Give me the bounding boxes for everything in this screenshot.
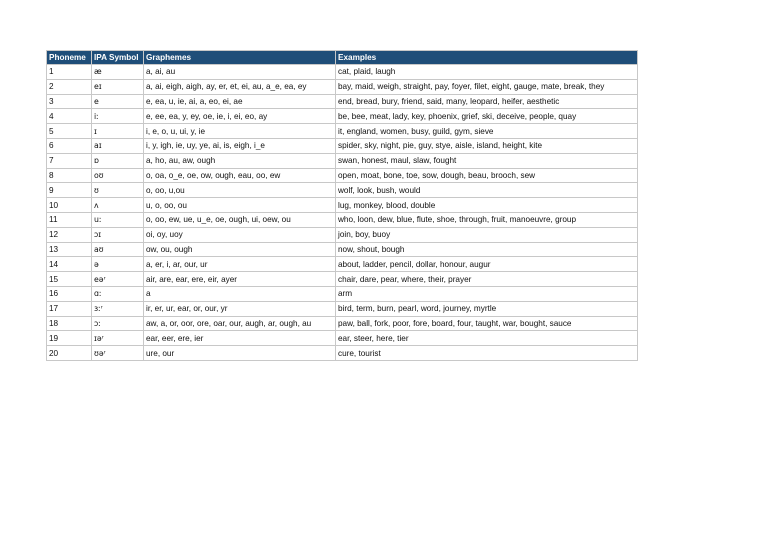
cell-graphemes[interactable]: e, ee, ea, y, ey, oe, ie, i, ei, eo, ay — [144, 109, 336, 124]
cell-ipa-symbol[interactable]: ʊ — [92, 183, 144, 198]
cell-graphemes[interactable]: oi, oy, uoy — [144, 227, 336, 242]
cell-phoneme[interactable]: 12 — [47, 227, 92, 242]
cell-phoneme[interactable]: 8 — [47, 168, 92, 183]
cell-examples[interactable]: who, loon, dew, blue, flute, shoe, through, fruit, manoeuvre, group — [336, 212, 638, 227]
table-row — [47, 65, 638, 80]
cell-ipa-symbol[interactable]: aɪ — [92, 138, 144, 153]
table-row — [47, 124, 638, 139]
cell-phoneme[interactable]: 16 — [47, 286, 92, 301]
table-row — [47, 331, 638, 346]
cell-phoneme[interactable]: 13 — [47, 242, 92, 257]
cell-examples[interactable]: open, moat, bone, toe, sow, dough, beau, brooch, sew — [336, 168, 638, 183]
header-examples[interactable]: Examples — [336, 51, 638, 65]
table-row — [47, 138, 638, 153]
cell-examples[interactable]: ear, steer, here, tier — [336, 331, 638, 346]
cell-graphemes[interactable]: o, oo, u,ou — [144, 183, 336, 198]
phoneme-table — [46, 50, 638, 361]
cell-ipa-symbol[interactable]: oʊ — [92, 168, 144, 183]
table-row — [47, 94, 638, 109]
cell-phoneme[interactable]: 1 — [47, 65, 92, 80]
cell-graphemes[interactable]: i, e, o, u, ui, y, ie — [144, 124, 336, 139]
cell-examples[interactable]: about, ladder, pencil, dollar, honour, augur — [336, 257, 638, 272]
cell-ipa-symbol[interactable]: eɪ — [92, 79, 144, 94]
cell-graphemes[interactable]: ow, ou, ough — [144, 242, 336, 257]
cell-graphemes[interactable]: e, ea, u, ie, ai, a, eo, ei, ae — [144, 94, 336, 109]
cell-graphemes[interactable]: ure, our — [144, 346, 336, 361]
cell-examples[interactable]: now, shout, bough — [336, 242, 638, 257]
cell-phoneme[interactable]: 9 — [47, 183, 92, 198]
cell-phoneme[interactable]: 3 — [47, 94, 92, 109]
cell-phoneme[interactable]: 5 — [47, 124, 92, 139]
cell-examples[interactable]: chair, dare, pear, where, their, prayer — [336, 272, 638, 287]
table-row — [47, 257, 638, 272]
cell-ipa-symbol[interactable]: ɒ — [92, 153, 144, 168]
cell-graphemes[interactable]: u, o, oo, ou — [144, 198, 336, 213]
cell-examples[interactable]: spider, sky, night, pie, guy, stye, aisle, island, height, kite — [336, 138, 638, 153]
cell-examples[interactable]: paw, ball, fork, poor, fore, board, four, taught, war, bought, sauce — [336, 316, 638, 331]
cell-examples[interactable]: swan, honest, maul, slaw, fought — [336, 153, 638, 168]
cell-graphemes[interactable]: o, oo, ew, ue, u_e, oe, ough, ui, oew, ou — [144, 212, 336, 227]
cell-examples[interactable]: arm — [336, 286, 638, 301]
cell-ipa-symbol[interactable]: aʊ — [92, 242, 144, 257]
cell-phoneme[interactable]: 20 — [47, 346, 92, 361]
table-row — [47, 316, 638, 331]
cell-phoneme[interactable]: 10 — [47, 198, 92, 213]
table-row — [47, 198, 638, 213]
cell-phoneme[interactable]: 17 — [47, 301, 92, 316]
table-row — [47, 183, 638, 198]
cell-graphemes[interactable]: aw, a, or, oor, ore, oar, our, augh, ar, ough, au — [144, 316, 336, 331]
cell-ipa-symbol[interactable]: ɔː — [92, 316, 144, 331]
cell-ipa-symbol[interactable]: eəʳ — [92, 272, 144, 287]
cell-examples[interactable]: be, bee, meat, lady, key, phoenix, grief, ski, deceive, people, quay — [336, 109, 638, 124]
cell-phoneme[interactable]: 14 — [47, 257, 92, 272]
cell-ipa-symbol[interactable]: ɔɪ — [92, 227, 144, 242]
table-row — [47, 242, 638, 257]
cell-ipa-symbol[interactable]: iː — [92, 109, 144, 124]
table-row — [47, 109, 638, 124]
phoneme-table-sheet — [46, 50, 638, 361]
cell-ipa-symbol[interactable]: e — [92, 94, 144, 109]
table-row — [47, 227, 638, 242]
table-row — [47, 286, 638, 301]
cell-ipa-symbol[interactable]: uː — [92, 212, 144, 227]
cell-graphemes[interactable]: ear, eer, ere, ier — [144, 331, 336, 346]
header-ipa-symbol[interactable]: IPA Symbol — [92, 51, 144, 65]
cell-phoneme[interactable]: 11 — [47, 212, 92, 227]
cell-ipa-symbol[interactable]: ʌ — [92, 198, 144, 213]
cell-graphemes[interactable]: a, ho, au, aw, ough — [144, 153, 336, 168]
cell-phoneme[interactable]: 2 — [47, 79, 92, 94]
cell-examples[interactable]: cat, plaid, laugh — [336, 65, 638, 80]
cell-phoneme[interactable]: 18 — [47, 316, 92, 331]
cell-phoneme[interactable]: 15 — [47, 272, 92, 287]
cell-graphemes[interactable]: a — [144, 286, 336, 301]
cell-graphemes[interactable]: a, er, i, ar, our, ur — [144, 257, 336, 272]
cell-phoneme[interactable]: 6 — [47, 138, 92, 153]
cell-phoneme[interactable]: 4 — [47, 109, 92, 124]
table-header-row — [47, 51, 638, 65]
cell-ipa-symbol[interactable]: ɪəʳ — [92, 331, 144, 346]
table-row — [47, 153, 638, 168]
table-row — [47, 212, 638, 227]
cell-examples[interactable]: lug, monkey, blood, double — [336, 198, 638, 213]
cell-graphemes[interactable]: a, ai, eigh, aigh, ay, er, et, ei, au, a_e, ea, ey — [144, 79, 336, 94]
cell-phoneme[interactable]: 7 — [47, 153, 92, 168]
cell-ipa-symbol[interactable]: ə — [92, 257, 144, 272]
cell-graphemes[interactable]: ir, er, ur, ear, or, our, yr — [144, 301, 336, 316]
header-graphemes[interactable]: Graphemes — [144, 51, 336, 65]
cell-ipa-symbol[interactable]: ɜːʳ — [92, 301, 144, 316]
cell-ipa-symbol[interactable]: ɪ — [92, 124, 144, 139]
cell-examples[interactable]: wolf, look, bush, would — [336, 183, 638, 198]
cell-phoneme[interactable]: 19 — [47, 331, 92, 346]
table-row — [47, 272, 638, 287]
table-row — [47, 168, 638, 183]
cell-graphemes[interactable]: o, oa, o_e, oe, ow, ough, eau, oo, ew — [144, 168, 336, 183]
cell-examples[interactable]: bird, term, burn, pearl, word, journey, myrtle — [336, 301, 638, 316]
cell-graphemes[interactable]: air, are, ear, ere, eir, ayer — [144, 272, 336, 287]
cell-ipa-symbol[interactable]: ʊəʳ — [92, 346, 144, 361]
cell-graphemes[interactable]: i, y, igh, ie, uy, ye, ai, is, eigh, i_e — [144, 138, 336, 153]
cell-examples[interactable]: cure, tourist — [336, 346, 638, 361]
cell-graphemes[interactable]: a, ai, au — [144, 65, 336, 80]
table-row — [47, 346, 638, 361]
cell-examples[interactable]: join, boy, buoy — [336, 227, 638, 242]
cell-ipa-symbol[interactable]: æ — [92, 65, 144, 80]
table-row — [47, 79, 638, 94]
cell-examples[interactable]: it, england, women, busy, guild, gym, sieve — [336, 124, 638, 139]
cell-examples[interactable]: bay, maid, weigh, straight, pay, foyer, filet, eight, gauge, mate, break, they — [336, 79, 638, 94]
cell-examples[interactable]: end, bread, bury, friend, said, many, leopard, heifer, aesthetic — [336, 94, 638, 109]
cell-ipa-symbol[interactable]: ɑː — [92, 286, 144, 301]
header-phoneme[interactable]: Phoneme — [47, 51, 92, 65]
table-row — [47, 301, 638, 316]
